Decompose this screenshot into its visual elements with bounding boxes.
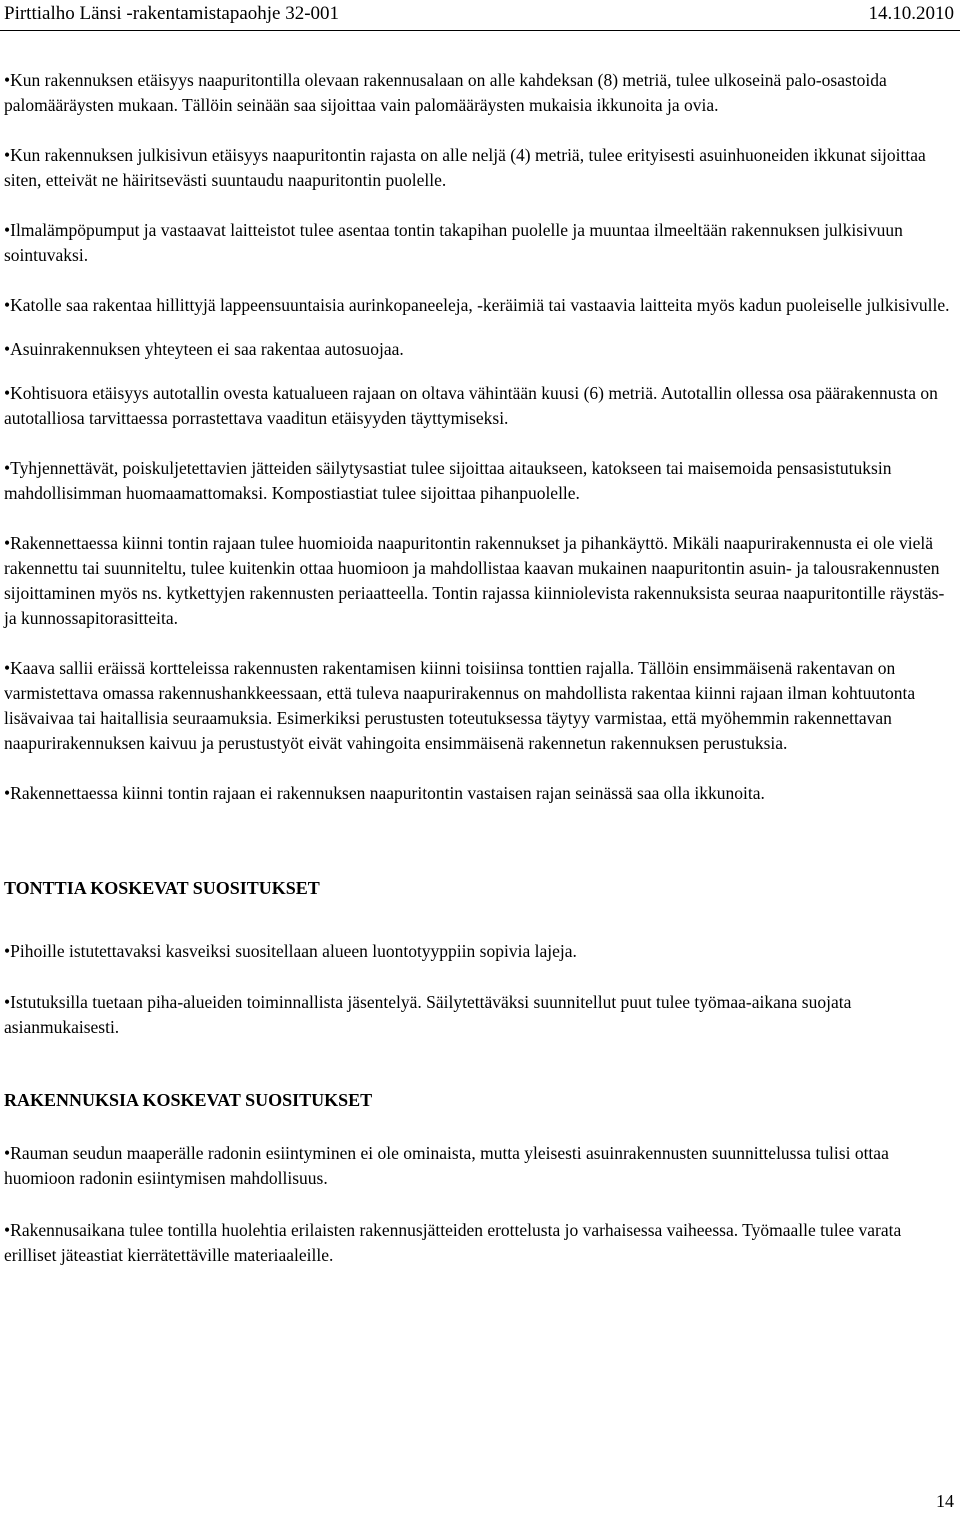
document-title: Pirttialho Länsi -rakentamistapaohje 32-001	[4, 3, 340, 24]
bullet-item: • Tyhjennettävät, poiskuljetettavien jätteiden säilytysastiat tulee sijoittaa aitaukseen, katokseen tai maisemoida pensasistutuksin mahdollisimman huomaamattomaksi. Kompostiastiat tulee sijoittaa pihanpuolelle.	[4, 456, 954, 506]
section-heading-rakennukset: RAKENNUKSIA KOSKEVAT SUOSITUKSET	[4, 1090, 373, 1110]
bullet-item: • Katolle saa rakentaa hillittyjä lappeensuuntaisia aurinkopaneeleja, -keräimiä tai vastaavia laitteita myös kadun puoleiselle julkisivulle.	[4, 293, 954, 318]
page-number: 14	[936, 1491, 954, 1511]
bullet-item: • Rakennettaessa kiinni tontin rajaan ei rakennuksen naapuritontin vastaisen rajan seinässä saa olla ikkunoita.	[4, 781, 954, 806]
bullet-item: • Pihoille istutettavaksi kasveiksi suositellaan alueen luontotyyppiin sopivia lajeja.	[4, 939, 954, 964]
bullet-item: • Asuinrakennuksen yhteyteen ei saa rakentaa autosuojaa.	[4, 337, 954, 362]
bullet-item: • Ilmalämpöpumput ja vastaavat laitteistot tulee asentaa tontin takapihan puolelle ja muuntaa ilmeeltään rakennuksen julkisivuun sointuvaksi.	[4, 218, 954, 268]
bullet-item: • Rauman seudun maaperälle radonin esiintyminen ei ole ominaista, mutta yleisesti asuinrakennusten suunnittelussa tulisi ottaa huomioon radonin esiintymisen mahdollisuus.	[4, 1141, 954, 1191]
page-header	[0, 0, 960, 31]
bullet-item: • Kohtisuora etäisyys autotallin ovesta katualueen rajaan on oltava vähintään kuusi (6) metriä. Autotallin ollessa osa päärakennusta on autotalliosa tarvittaessa porrastettava vaaditun etäisyyden täyttymiseksi.	[4, 381, 954, 431]
section-heading-tontti: TONTTIA KOSKEVAT SUOSITUKSET	[4, 878, 320, 898]
document-body	[4, 68, 954, 1268]
bullet-item: • Istutuksilla tuetaan piha-alueiden toiminnallista jäsentelyä. Säilytettäväksi suunnitellut puut tulee työmaa-aikana suojata asianmukaisesti.	[4, 990, 954, 1040]
bullet-item: • Rakennusaikana tulee tontilla huolehtia erilaisten rakennusjätteiden erottelusta jo varhaisessa vaiheessa. Työmaalle tulee varata erilliset jäteastiat kierrätettäville materiaaleille.	[4, 1218, 954, 1268]
bullet-item: • Kaava sallii eräissä kortteleissa rakennusten rakentamisen kiinni toisiinsa tonttien rajalla. Tällöin ensimmäisenä rakentavan on varmistettava omassa rakennushankkeessaan, että tuleva naapurirakennus on mahdollista rakentaa kiinni rajaan ilman kohtuutonta lisävaivaa tai haitallisia seuraamuksia. Esimerkiksi perustusten toteutuksessa täytyy varmistaa, että myöhemmin rakennettavan naapurirakennuksen kaivuu ja perustustyöt eivät vahingoita ensimmäisenä rakennetun rakennuksen perustuksia.	[4, 656, 954, 756]
bullet-item: • Kun rakennuksen etäisyys naapuritontilla olevaan rakennusalaan on alle kahdeksan (8) metriä, tulee ulkoseinä palo-osastoida palomääräysten mukaan. Tällöin seinään saa sijoittaa vain palomääräysten mukaisia ikkunoita ja ovia.	[4, 68, 904, 118]
bullet-item: • Kun rakennuksen julkisivun etäisyys naapuritontin rajasta on alle neljä (4) metriä, tulee erityisesti asuinhuoneiden ikkunat sijoittaa siten, etteivät ne häiritsevästi suuntaudu naapuritontin puolelle.	[4, 143, 954, 193]
document-date: 14.10.2010	[868, 3, 954, 24]
bullet-item: • Rakennettaessa kiinni tontin rajaan tulee huomioida naapuritontin rakennukset ja pihankäyttö. Mikäli naapurirakennusta ei ole vielä rakennettu tai suunniteltu, tulee kuitenkin ottaa huomioon ja mahdollistaa kaavan mukainen naapuritontin asuin- ja talousrakennusten sijoittaminen myös ns. kytkettyjen rakennusten periaatteella. Tontin rajassa kiinniolevista rakennuksista seuraa naapuritontille räystäs- ja kunnossapitorasitteita.	[4, 531, 954, 631]
